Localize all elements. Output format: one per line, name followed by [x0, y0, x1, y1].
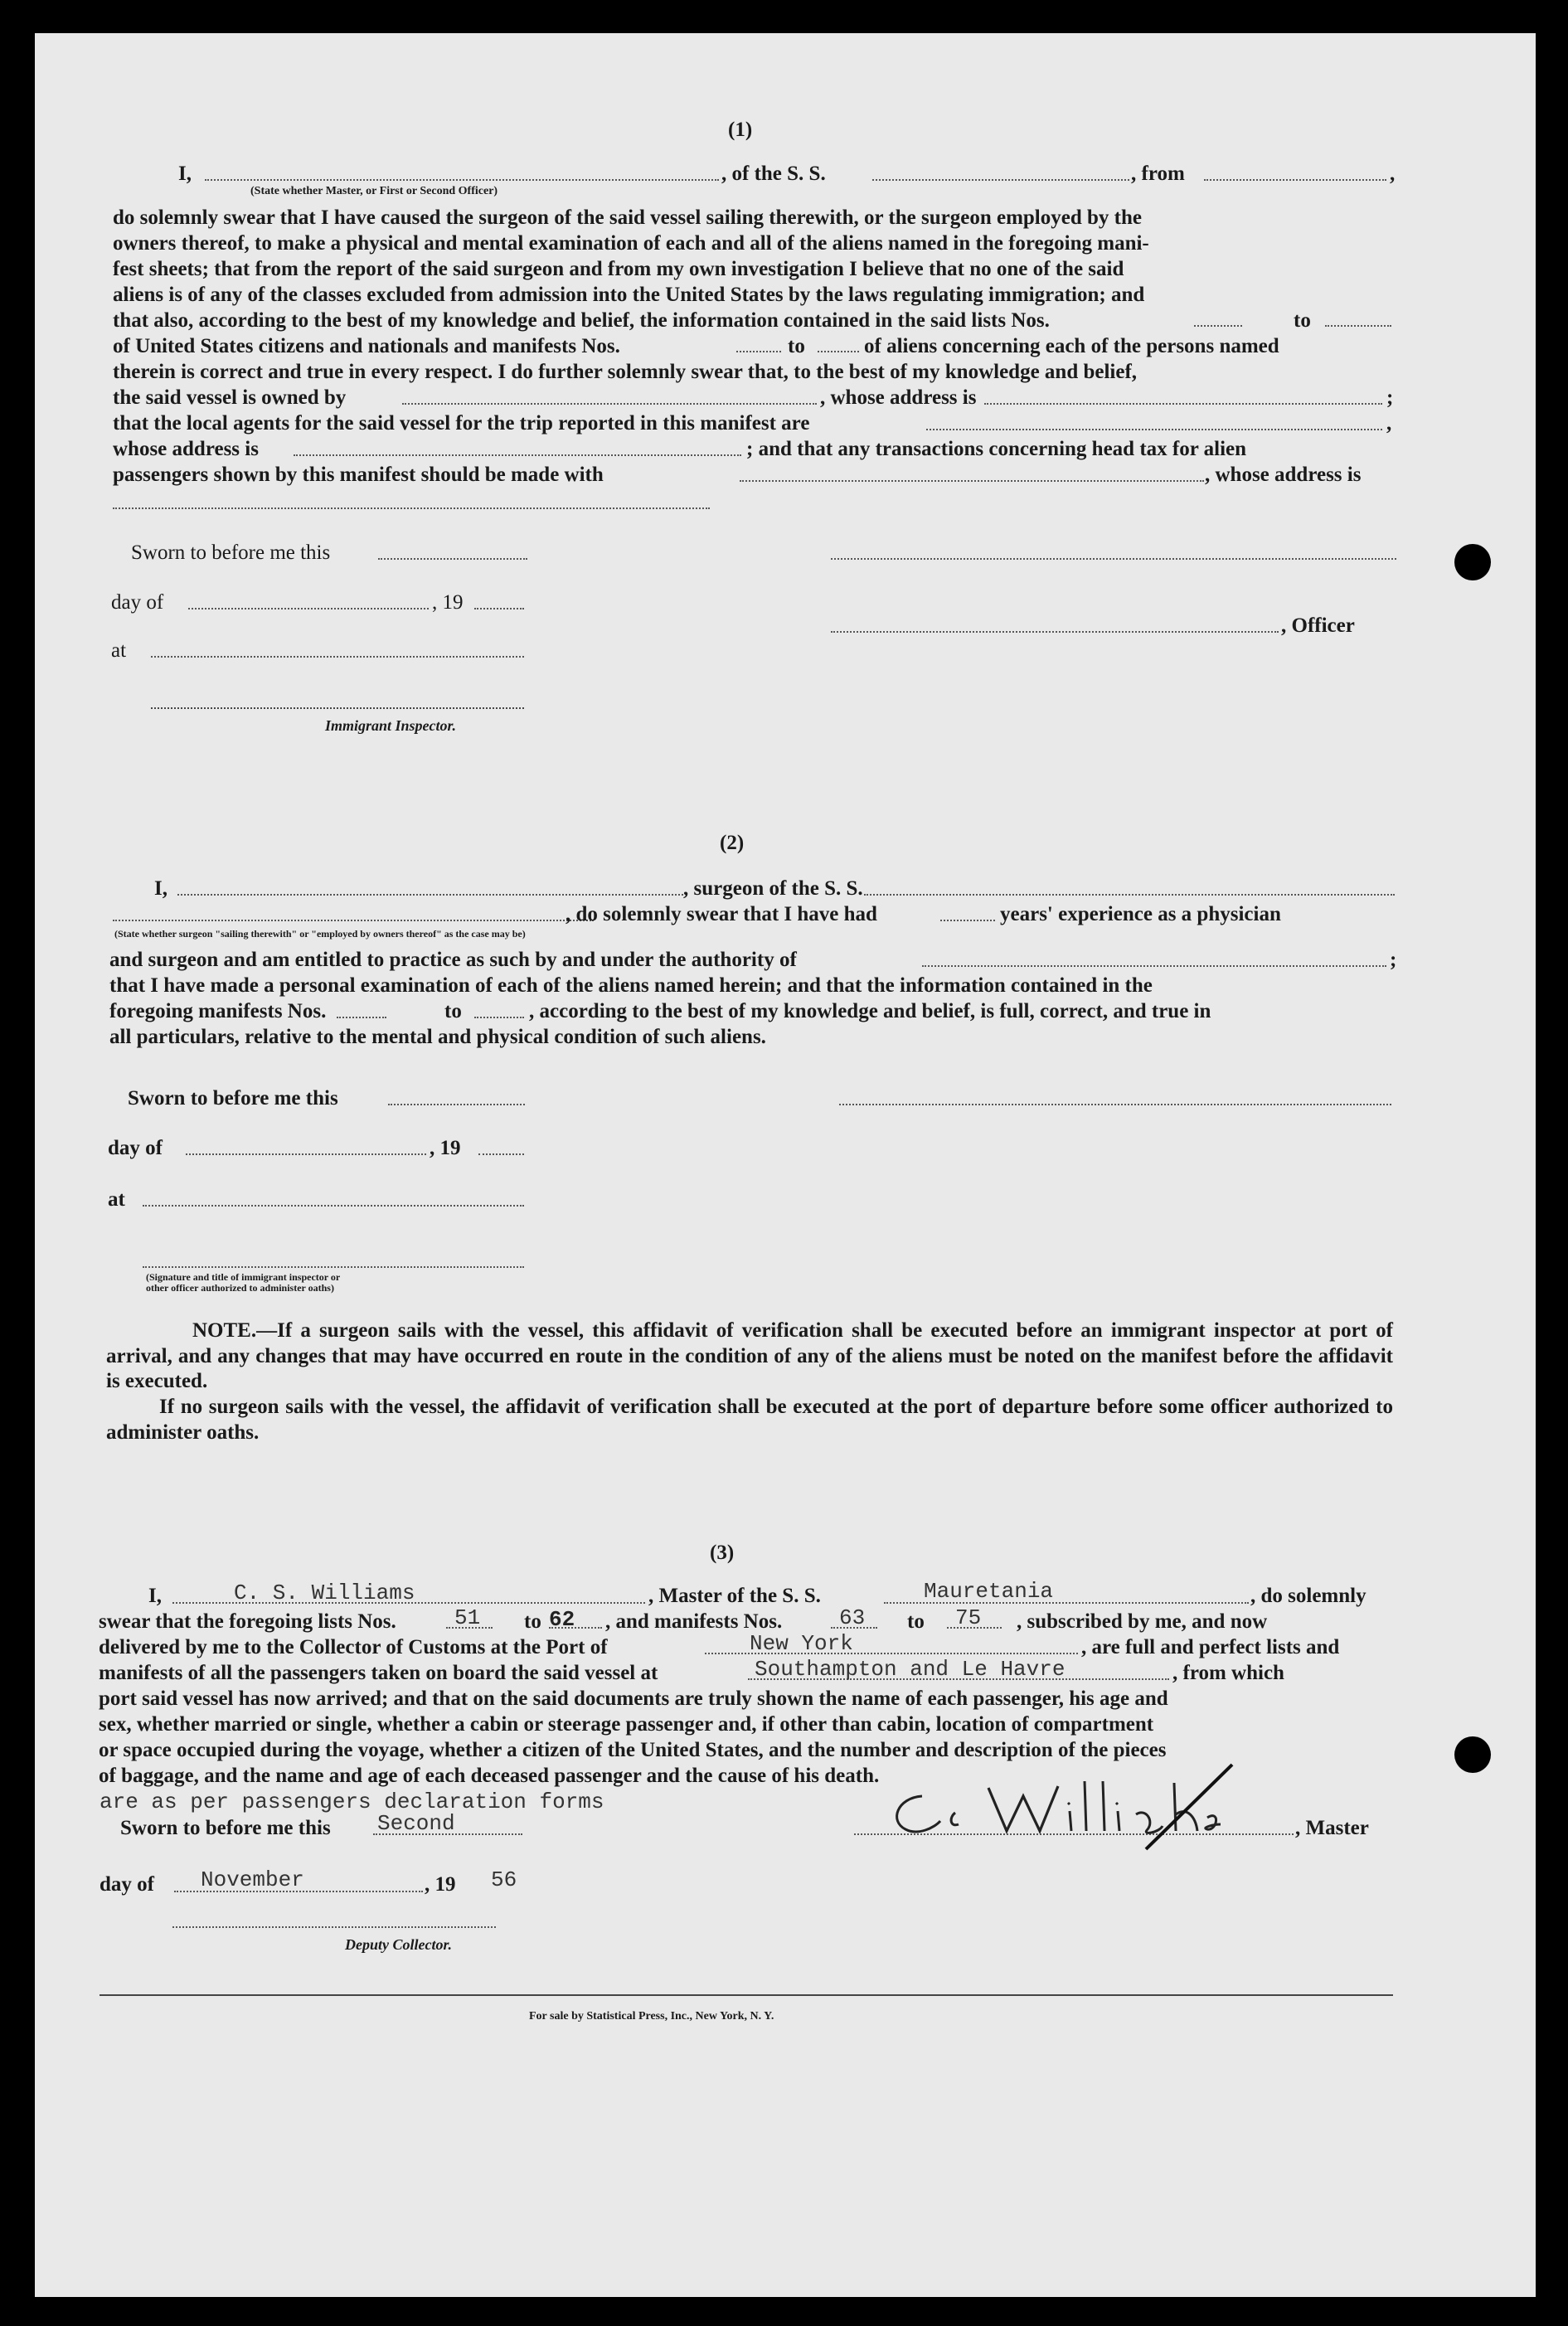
s1-agent-address-label: whose address is	[113, 438, 259, 460]
s3-solemnly: , do solemnly	[1250, 1585, 1367, 1607]
s2-sworn-label: Sworn to before me this	[128, 1087, 338, 1110]
s1-para-line: of aliens concerning each of the persons named	[864, 335, 1279, 357]
section-1-number: (1)	[728, 119, 753, 141]
s2-manifest-from-blank[interactable]	[337, 1017, 386, 1018]
s1-day-blank[interactable]	[188, 608, 429, 609]
s2-manifests-label: foregoing manifests Nos.	[109, 1000, 327, 1022]
s2-year-blank[interactable]	[478, 1153, 524, 1155]
s2-ship-blank[interactable]	[864, 894, 1395, 896]
s1-to: to	[788, 335, 805, 357]
s1-lists-to-blank[interactable]	[1325, 325, 1391, 327]
s3-master-name[interactable]: C. S. Williams	[234, 1581, 415, 1605]
s1-year-blank[interactable]	[474, 608, 524, 609]
s3-to: to	[524, 1610, 541, 1633]
s2-surgeon-name-blank[interactable]	[177, 894, 683, 896]
s3-port-label: delivered by me to the Collector of Customs at the Port of	[99, 1636, 608, 1658]
s1-headtax-blank[interactable]	[740, 480, 1204, 482]
s1-at: at	[111, 639, 127, 662]
s3-man-from[interactable]: 63	[839, 1605, 866, 1630]
s1-address-label: , whose address is	[820, 386, 977, 409]
s3-to: to	[907, 1610, 925, 1633]
s1-agents-label: that the local agents for the said vessel for the trip reported in this manifest are	[113, 412, 810, 435]
punch-hole	[1454, 544, 1491, 580]
section-3-number: (3)	[710, 1542, 735, 1564]
s3-deputy-sig-blank[interactable]	[172, 1926, 496, 1928]
s3-boarding-label: manifests of all the passengers taken on board the said vessel at	[99, 1662, 658, 1684]
s2-at-blank[interactable]	[143, 1205, 524, 1207]
s2-para-line: , according to the best of my knowledge and belief, is full, correct, and true in	[529, 1000, 1211, 1022]
s3-master-of: , Master of the S. S.	[648, 1585, 821, 1607]
s1-i: I,	[178, 163, 192, 185]
s3-para-line: port said vessel has now arrived; and that on the said documents are truly shown the name of each passenger, his age and	[99, 1687, 1168, 1710]
s3-para-line: sex, whether married or single, whether a cabin or steerage passenger and, if other than cabin, location of compartment	[99, 1713, 1154, 1736]
s1-owner-label: the said vessel is owned by	[113, 386, 347, 409]
s3-ports-from[interactable]: Southampton and Le Havre	[755, 1657, 1066, 1682]
s1-inspector-label: Immigrant Inspector.	[325, 717, 457, 734]
s3-lists-from[interactable]: 51	[454, 1605, 481, 1630]
s2-years-blank[interactable]	[940, 920, 995, 921]
s2-surgeon-sig-blank[interactable]	[839, 1104, 1391, 1105]
s3-month[interactable]: November	[201, 1867, 304, 1892]
s2-para-line: that I have made a personal examination of each of the aliens named herein; and that the information contained in the	[109, 974, 1153, 997]
s2-years: years' experience as a physician	[1000, 903, 1281, 925]
s3-deputy-label: Deputy Collector.	[345, 1936, 452, 1953]
footer-rule	[100, 1994, 1393, 1996]
section-2-number: (2)	[720, 832, 745, 854]
s3-ship-name[interactable]: Mauretania	[924, 1579, 1054, 1604]
master-signature	[872, 1763, 1287, 1854]
s1-agent-address-blank[interactable]	[294, 454, 741, 456]
s3-year-prefix: , 19	[425, 1873, 456, 1896]
s3-port[interactable]: New York	[750, 1631, 853, 1656]
s2-sig-hint-1: (Signature and title of immigrant inspector or	[146, 1271, 341, 1283]
s3-lists-perfect: , are full and perfect lists and	[1081, 1636, 1340, 1658]
s3-year-suffix[interactable]: 56	[491, 1867, 517, 1892]
s3-lists-to-blank[interactable]	[549, 1627, 602, 1629]
s1-para-line: fest sheets; that from the report of the said surgeon and from my own investigation I believe that no one of the said	[113, 258, 1124, 280]
s1-owner-blank[interactable]	[402, 403, 817, 405]
s1-inspector-sig-line[interactable]	[151, 707, 524, 709]
note-paragraph-2: If no surgeon sails with the vessel, the affidavit of verification shall be executed at the port of departure before some officer authorized to administer oaths.	[106, 1396, 1393, 1444]
s1-semicolon: ;	[1386, 386, 1394, 409]
s1-para-line: therein is correct and true in every respect. I do further solemnly swear that, to the best of my knowledge and belief,	[113, 361, 1138, 383]
s1-agents-blank[interactable]	[926, 429, 1382, 430]
s3-sworn-label: Sworn to before me this	[120, 1817, 331, 1839]
s2-year: , 19	[430, 1137, 461, 1159]
s2-i: I,	[154, 877, 167, 900]
s2-at: at	[108, 1188, 125, 1211]
s2-inspector-sig-blank[interactable]	[143, 1266, 524, 1268]
s1-para-line: aliens is of any of the classes excluded from admission into the United States by the laws regulating immigration; and	[113, 284, 1145, 306]
s2-sig-hint-2: other officer authorized to administer oaths)	[146, 1282, 334, 1294]
s3-day-of: day of	[100, 1873, 154, 1896]
s2-para-line: all particulars, relative to the mental and physical condition of such aliens.	[109, 1026, 766, 1048]
s3-subscribed: , subscribed by me, and now	[1017, 1610, 1268, 1633]
s2-capacity-blank[interactable]	[113, 920, 594, 921]
s2-swear: , do solemnly swear that I have had	[566, 903, 877, 925]
s1-owner-address-blank[interactable]	[984, 403, 1382, 405]
s2-sworn-blank[interactable]	[388, 1104, 525, 1105]
manifest-back-page	[35, 33, 1536, 2297]
s3-lists-label: swear that the foregoing lists Nos.	[99, 1610, 396, 1633]
s2-authority-blank[interactable]	[922, 965, 1386, 967]
s1-para-line: that also, according to the best of my knowledge and belief, the information contained in the said lists Nos.	[113, 309, 1050, 332]
s1-lists-from-blank[interactable]	[1194, 325, 1242, 327]
s3-sworn-day[interactable]: Second	[377, 1811, 455, 1836]
s2-manifest-to-blank[interactable]	[474, 1017, 524, 1018]
s2-to: to	[444, 1000, 462, 1022]
s1-manifest-from-blank[interactable]	[736, 351, 781, 352]
s3-from-which: , from which	[1172, 1662, 1284, 1684]
s1-para-line: of United States citizens and nationals and manifests Nos.	[113, 335, 620, 357]
s1-para-line: , whose address is	[1205, 464, 1362, 486]
s2-day-blank[interactable]	[186, 1153, 426, 1155]
punch-hole	[1454, 1736, 1491, 1773]
s3-manifests-label: , and manifests Nos.	[605, 1610, 783, 1633]
s2-semicolon: ;	[1390, 949, 1397, 971]
s2-capacity-hint: (State whether surgeon "sailing therewith" or "employed by owners thereof" as the case may be)	[114, 928, 526, 940]
s1-officer-blank[interactable]	[205, 179, 719, 181]
s1-at-blank[interactable]	[151, 656, 524, 658]
s1-address-blank[interactable]	[113, 507, 710, 509]
s1-para-line: do solemnly swear that I have caused the surgeon of the said vessel sailing therewith, or the surgeon employed by the	[113, 206, 1142, 229]
s1-from-blank[interactable]	[1204, 179, 1386, 181]
s1-of-ss: , of the S. S.	[721, 163, 826, 185]
s1-comma: ,	[1390, 163, 1396, 185]
s1-para-line: ; and that any transactions concerning head tax for alien	[746, 438, 1247, 460]
s3-man-to[interactable]: 75	[955, 1605, 982, 1630]
s1-manifest-to-blank[interactable]	[818, 351, 859, 352]
s1-to: to	[1294, 309, 1311, 332]
s1-sworn-label: Sworn to before me this	[131, 541, 331, 564]
s1-day-of: day of	[111, 591, 164, 614]
s1-from: , from	[1131, 163, 1185, 185]
s2-authority-label: and surgeon and am entitled to practice as such by and under the authority of	[109, 949, 797, 971]
s1-year: , 19	[432, 591, 464, 614]
s3-i: I,	[148, 1585, 162, 1607]
s3-typed-note: are as per passengers declaration forms	[100, 1789, 604, 1814]
s1-ship-blank[interactable]	[872, 179, 1129, 181]
s1-sworn-blank[interactable]	[378, 558, 527, 560]
s1-para-line: owners thereof, to make a physical and mental examination of each and all of the aliens named in the foregoing mani-	[113, 232, 1149, 255]
note-paragraph-1: NOTE.—If a surgeon sails with the vessel, this affidavit of verification shall be executed before an immigrant inspector at port of arrival, and any changes that may have occurred en route in the condition of any of the aliens must be noted on the manifest before the affidavit is executed.	[106, 1319, 1393, 1392]
s3-lists-to[interactable]: 62	[549, 1607, 575, 1632]
s1-officer-hint: (State whether Master, or First or Second Officer)	[250, 185, 498, 197]
s1-officer-label: , Officer	[1281, 614, 1355, 637]
s1-headtax-label: passengers shown by this manifest should be made with	[113, 464, 604, 486]
s1-comma: ,	[1386, 412, 1392, 435]
s2-surgeon-of: , surgeon of the S. S.	[683, 877, 863, 900]
s3-master-label: , Master	[1295, 1817, 1369, 1839]
s2-day-of: day of	[108, 1137, 163, 1159]
printer-footer: For sale by Statistical Press, Inc., New York, N. Y.	[529, 2010, 774, 2023]
s3-para-line: or space occupied during the voyage, whether a citizen of the United States, and the number and description of the pieces	[99, 1739, 1167, 1761]
s1-officer-title-blank[interactable]	[831, 631, 1279, 633]
s3-para-line: of baggage, and the name and age of each deceased passenger and the cause of his death.	[99, 1765, 880, 1787]
s1-officer-sig-blank[interactable]	[831, 558, 1396, 560]
